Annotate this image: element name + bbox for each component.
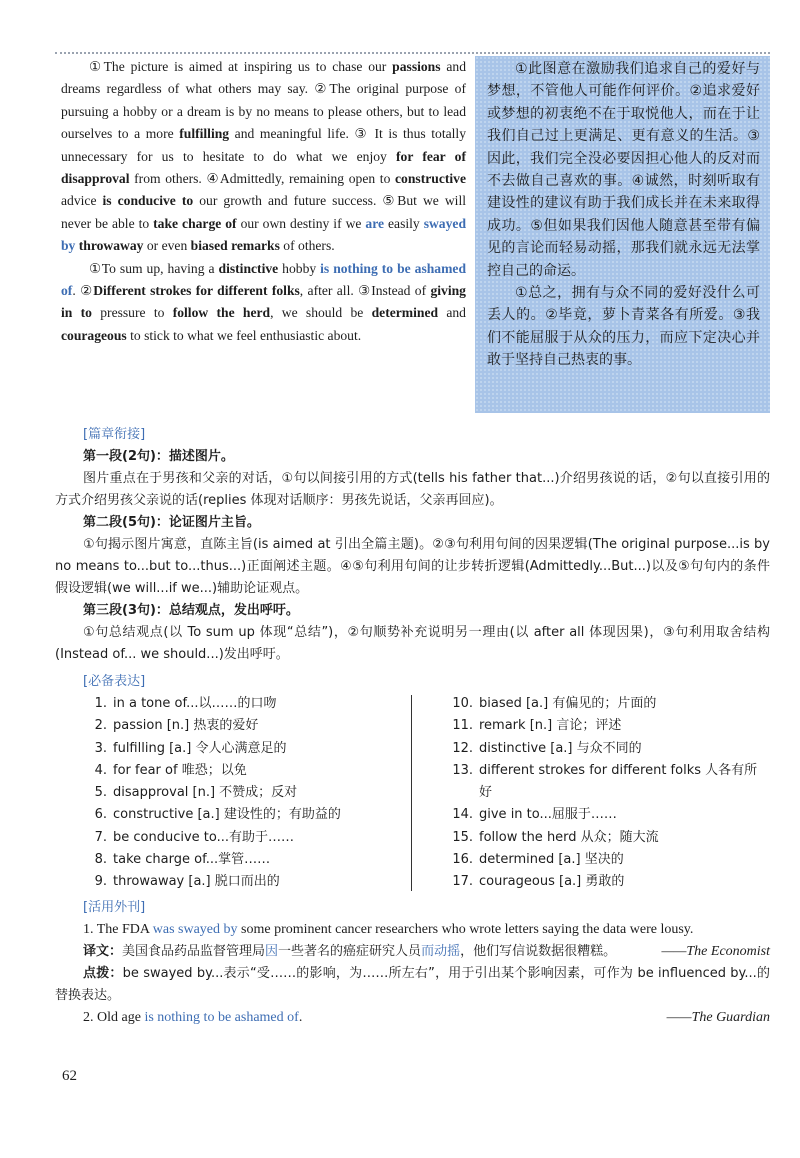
- usage-note: 点拨：be swayed by...表示“受……的影响，为……所左右”，用于引出某个影响因素，可作为 be influenced by...的替换表达。: [55, 966, 770, 1003]
- vocabulary-text: for fear of 唯恐；以免: [113, 762, 247, 778]
- vocabulary-number: 6.: [94, 807, 107, 823]
- essay-chinese-paragraph-2: ①此图意在激励我们追求自己的爱好与梦想，不管他人可能作何评价。②追求爱好或梦想的初衷绝不在于取悦他人，而在于让我们自己过上更满足、更有意义的生活。③因此，我们完全没必要因担心他人的反对而不去做自己喜欢的事。④诚然，时刻听取有建设性的建议有助于我们成长并在未来取得成功。⑤但如果我们因他人随意甚至带有偏见的言论而轻易动摇，那我们就永远无法掌控自己的命运。: [487, 61, 760, 279]
- vocabulary-text: in a tone of...以……的口吻: [113, 696, 277, 711]
- vocabulary-number: 12.: [452, 740, 473, 756]
- vocabulary-text: follow the herd 从众；随大流: [479, 829, 659, 845]
- example-sentence-2: 2. Old age is nothing to be ashamed of. ——The Guardian: [55, 1007, 770, 1029]
- paragraph-analysis: 图片重点在于男孩和父亲的对话，①句以间接引用的方式(tells his father that...)介绍男孩说的话，②句以直接引用的方式介绍男孩父亲说的话(replies 体现对话顺序：男孩先说话，父亲再回应)。: [55, 471, 770, 508]
- vocabulary-text: constructive [a.] 建设性的；有助益的: [113, 807, 341, 823]
- vocabulary-text: take charge of...掌管……: [113, 852, 271, 868]
- paragraph-analysis: ①句总结观点(以 To sum up 体现“总结”)，②句顺势补充说明另一理由(以 after all 体现因果)，③句利用取舍结构(Instead of... we should...)发出呼吁。: [55, 625, 770, 662]
- vocabulary-text: give in to...屈服于……: [479, 807, 617, 823]
- vocabulary-text: biased [a.] 有偏见的；片面的: [479, 696, 657, 711]
- vocabulary-number: 14.: [452, 807, 473, 823]
- example-source: ——The Economist: [661, 944, 770, 959]
- vocabulary-item: [445, 827, 765, 849]
- vocabulary-number: 9.: [94, 874, 107, 890]
- vocabulary-number: 5.: [94, 785, 107, 801]
- vocabulary-text: remark [n.] 言论；评述: [479, 718, 622, 734]
- vocabulary-number: 8.: [94, 852, 107, 868]
- section-body-2: [55, 1007, 770, 1029]
- vocabulary-item: [445, 849, 765, 871]
- vocabulary-item: [445, 693, 765, 715]
- essay-english-paragraph-2: ①The picture is aimed at inspiring us to chase our passions and dreams regardless of what others may say. ②The original purpose of pursuing a hobby or a dream is by no means to please others, but to lead ourselves to a more fulfilling and meaningful life. ③ It is thus totally unnecessary for us to hesitate to do what we enjoy for fear of disapproval from others. ④Admittedly, remaining open to constructive advice is conducive to our growth and future success. ⑤But we will never be able to take charge of our own destiny if we are easily swayed by throwaway or even biased remarks of others.: [61, 59, 467, 254]
- vocabulary-list: [55, 693, 770, 898]
- section-body: [55, 446, 770, 666]
- vocabulary-item: [445, 715, 765, 737]
- paragraph-heading: 第二段(5句)：论证图片主旨。: [83, 515, 260, 530]
- vocabulary-number: 2.: [94, 718, 107, 734]
- vocabulary-right-column: [445, 693, 765, 894]
- vocabulary-item: [83, 760, 403, 782]
- example-source: ——The Guardian: [666, 1010, 770, 1025]
- section-title: [必备表达]: [83, 674, 146, 689]
- vocabulary-item: [445, 871, 765, 893]
- essay-chinese-paragraph-3: ①总之，拥有与众不同的爱好没什么可丢人的。②毕竟，萝卜青菜各有所爱。③我们不能屈服于从众的压力，而应下定决心并敢于坚持自己热衷的事。: [487, 285, 760, 369]
- vocabulary-item: [83, 871, 403, 893]
- vocabulary-number: 7.: [94, 829, 107, 845]
- vocabulary-item: [83, 738, 403, 760]
- vocabulary-text: throwaway [a.] 脱口而出的: [113, 874, 280, 890]
- paragraph-analysis: ①句揭示图片寓意，直陈主旨(is aimed at 引出全篇主题)。②③句利用句间的因果逻辑(The original purpose...is by no means to...but to...thus...)正面阐述主题。④⑤句利用句间的让步转折逻辑(Admittedly...But...)以及⑤句句内的条件假设逻辑(we will...if we...)辅助论证观点。: [55, 537, 770, 596]
- vocabulary-number: 16.: [452, 852, 473, 868]
- vocabulary-item: [83, 849, 403, 871]
- vocabulary-number: 17.: [452, 874, 473, 890]
- translation: 译文：美国食品药品监督管理局因一些著名的癌症研究人员而动摇，他们写信说数据很糟糕。: [83, 944, 617, 959]
- section-vocabulary-title-wrap: [55, 671, 770, 693]
- model-essay: [55, 56, 770, 416]
- vocabulary-item: [445, 804, 765, 826]
- vocabulary-text: courageous [a.] 勇敢的: [479, 874, 625, 890]
- vocabulary-number: 1.: [94, 696, 107, 711]
- section-title: [篇章衔接]: [83, 427, 146, 442]
- page-number: 62: [62, 1068, 77, 1084]
- vocabulary-item: [83, 827, 403, 849]
- vocabulary-item: [445, 738, 765, 760]
- vocabulary-number: 13.: [452, 762, 473, 778]
- paragraph-heading: 第一段(2句)：描述图片。: [83, 449, 234, 464]
- vocabulary-number: 4.: [94, 762, 107, 778]
- paragraph-heading: 第三段(3句)：总结观点，发出呼吁。: [83, 603, 299, 618]
- vocabulary-item: [445, 760, 765, 805]
- vocabulary-number: 10.: [452, 696, 473, 711]
- example-sentence-1: 1. The FDA was swayed by some prominent cancer researchers who wrote letters saying the data were lousy. ——The Economist: [55, 919, 770, 941]
- vocabulary-item: [83, 782, 403, 804]
- vocabulary-left-column: [83, 693, 403, 894]
- vocabulary-item: [83, 715, 403, 737]
- vocabulary-text: passion [n.] 热衷的爱好: [113, 718, 259, 734]
- section-magazine-usage: [55, 897, 770, 1029]
- vocabulary-number: 11.: [452, 718, 473, 734]
- top-dotted-divider: [55, 52, 770, 54]
- section-structure: [55, 424, 770, 666]
- vocabulary-text: different strokes for different folks 人各有所好: [479, 762, 758, 801]
- essay-chinese-translation: [475, 56, 770, 413]
- vocabulary-text: distinctive [a.] 与众不同的: [479, 740, 642, 756]
- essay-english-paragraph-3: ①To sum up, having a distinctive hobby is nothing to be ashamed of. ②Different strokes for different folks, after all. ③Instead of giving in to pressure to follow the herd, we should be determined and courageous to stick to what we feel enthusiastic about.: [61, 260, 467, 343]
- vocabulary-text: disapproval [n.] 不赞成；反对: [113, 785, 298, 801]
- vocabulary-item: [83, 804, 403, 826]
- vocabulary-text: be conducive to...有助于……: [113, 829, 295, 845]
- essay-english: [61, 56, 466, 347]
- column-divider: [411, 695, 412, 891]
- section-title: [活用外刊]: [83, 900, 146, 915]
- vocabulary-number: 15.: [452, 829, 473, 845]
- vocabulary-number: 3.: [94, 740, 107, 756]
- vocabulary-text: determined [a.] 坚决的: [479, 852, 624, 868]
- vocabulary-item: [83, 693, 403, 715]
- vocabulary-text: fulfilling [a.] 令人心满意足的: [113, 740, 287, 756]
